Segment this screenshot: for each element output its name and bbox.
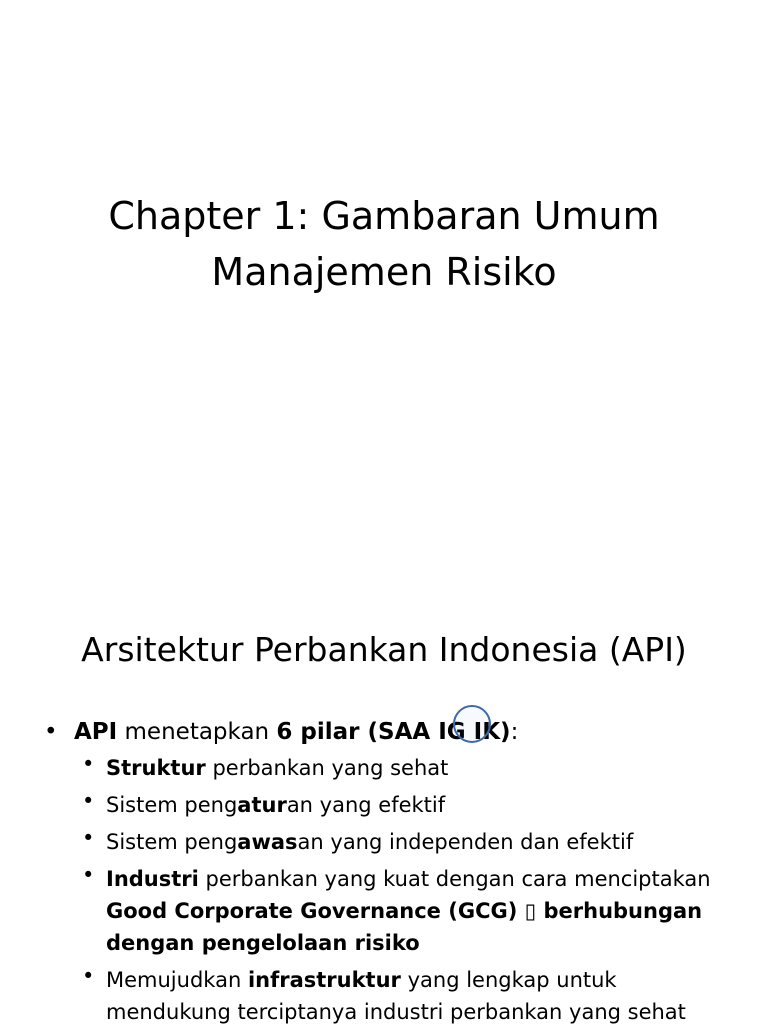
sub-bullet-2-bold: atur <box>237 793 287 817</box>
sub-bullet-infrastruktur <box>0 964 768 1028</box>
bullet-dot-icon: • <box>82 826 95 850</box>
sub-bullet-1-text: perbankan yang sehat <box>205 756 449 780</box>
sub-bullet-struktur <box>0 752 768 784</box>
main-bullet-bold-3: 6 pilar (SAA IG IK) <box>276 719 511 745</box>
sub-bullet-5-bold: infrastruktur <box>247 968 401 992</box>
bullet-dot-icon: • <box>82 789 95 813</box>
sub-bullet-3-pre: Sistem peng <box>106 830 238 854</box>
sub-bullet-list <box>0 752 768 1028</box>
sub-bullet-industri <box>0 863 768 959</box>
bullet-dot-icon: • <box>82 752 95 776</box>
sub-bullet-4-text: perbankan yang kuat dengan cara menciptakan <box>198 867 711 891</box>
sub-bullet-5-post: yang lengkap untuk mendukung terciptanya industri perbankan yang sehat <box>106 968 686 1024</box>
cursor-ring-icon <box>453 705 491 743</box>
sub-bullet-3-bold: awas <box>237 830 298 854</box>
slide-1-title-line-1: Chapter 1: Gambaran Umum <box>108 194 660 238</box>
slide-2-title: Arsitektur Perbankan Indonesia (API) <box>81 630 687 669</box>
slide-2 <box>0 576 768 1024</box>
main-bullet-bold-1: API <box>74 719 118 745</box>
slide-1-title-line-2: Manajemen Risiko <box>211 250 557 294</box>
sub-bullet-4-bold-1: Industri <box>106 867 199 891</box>
sub-bullet-4-bold-2: Good Corporate Governance (GCG) ▯ berhubungan dengan pengelolaan risiko <box>106 899 703 955</box>
sub-bullet-2-post: an yang efektif <box>286 793 446 817</box>
slide-1-title <box>40 188 728 300</box>
sub-bullet-3-post: an yang independen dan efektif <box>297 830 634 854</box>
main-bullet-text-4: : <box>510 719 519 745</box>
main-bullet-text-2: menetapkan <box>117 719 277 745</box>
main-bullet <box>0 714 768 750</box>
sub-bullet-5-pre: Memujudkan <box>106 968 248 992</box>
sub-bullet-pengawasan <box>0 826 768 858</box>
bullet-dot-icon: • <box>44 719 58 745</box>
bullet-list <box>0 714 768 1033</box>
sub-bullet-1-bold: Struktur <box>106 756 206 780</box>
bullet-dot-icon: • <box>82 863 95 887</box>
sub-bullet-pengaturan <box>0 789 768 821</box>
sub-bullet-2-pre: Sistem peng <box>106 793 238 817</box>
bullet-dot-icon: • <box>82 964 95 988</box>
